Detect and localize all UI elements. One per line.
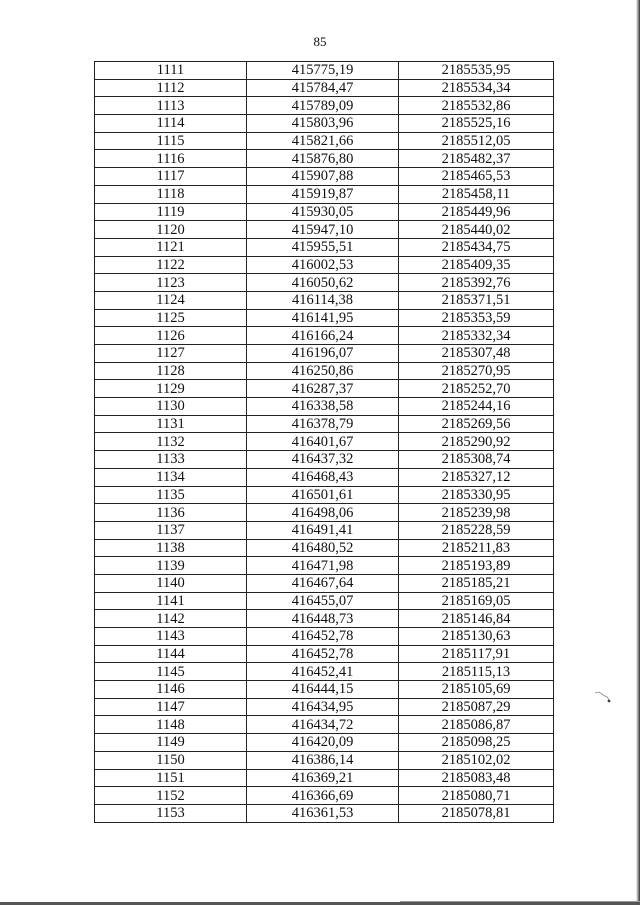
point-number-cell: 1138 <box>95 539 247 557</box>
x-coordinate-cell: 416338,58 <box>247 398 399 416</box>
point-number-cell: 1118 <box>95 185 247 203</box>
x-coordinate-cell: 416401,67 <box>247 433 399 451</box>
y-coordinate-cell: 2185270,95 <box>399 362 554 380</box>
y-coordinate-cell: 2185449,96 <box>399 203 554 221</box>
point-number-cell: 1142 <box>95 610 247 628</box>
point-number-cell: 1117 <box>95 168 247 186</box>
point-number-cell: 1122 <box>95 256 247 274</box>
y-coordinate-cell: 2185239,98 <box>399 504 554 522</box>
y-coordinate-cell: 2185332,34 <box>399 327 554 345</box>
table-row <box>95 97 554 115</box>
point-number-cell: 1130 <box>95 398 247 416</box>
y-coordinate-cell: 2185117,91 <box>399 645 554 663</box>
point-number-cell: 1149 <box>95 734 247 752</box>
y-coordinate-cell: 2185330,95 <box>399 486 554 504</box>
x-coordinate-cell: 416455,07 <box>247 592 399 610</box>
point-number-cell: 1124 <box>95 291 247 309</box>
table-row <box>95 380 554 398</box>
y-coordinate-cell: 2185535,95 <box>399 62 554 80</box>
point-number-cell: 1145 <box>95 663 247 681</box>
point-number-cell: 1148 <box>95 716 247 734</box>
x-coordinate-cell: 415907,88 <box>247 168 399 186</box>
y-coordinate-cell: 2185327,12 <box>399 468 554 486</box>
y-coordinate-cell: 2185211,83 <box>399 539 554 557</box>
table-row <box>95 221 554 239</box>
point-number-cell: 1112 <box>95 79 247 97</box>
table-row <box>95 168 554 186</box>
table-row <box>95 734 554 752</box>
x-coordinate-cell: 416448,73 <box>247 610 399 628</box>
point-number-cell: 1153 <box>95 804 247 822</box>
y-coordinate-cell: 2185087,29 <box>399 698 554 716</box>
x-coordinate-cell: 416361,53 <box>247 804 399 822</box>
table-row <box>95 132 554 150</box>
table-row <box>95 610 554 628</box>
x-coordinate-cell: 415789,09 <box>247 97 399 115</box>
table-row <box>95 345 554 363</box>
x-coordinate-cell: 416369,21 <box>247 769 399 787</box>
table-row <box>95 787 554 805</box>
table-row <box>95 804 554 822</box>
y-coordinate-cell: 2185440,02 <box>399 221 554 239</box>
point-number-cell: 1123 <box>95 274 247 292</box>
x-coordinate-cell: 415919,87 <box>247 185 399 203</box>
x-coordinate-cell: 415775,19 <box>247 62 399 80</box>
table-row <box>95 256 554 274</box>
x-coordinate-cell: 416386,14 <box>247 751 399 769</box>
x-coordinate-cell: 416166,24 <box>247 327 399 345</box>
x-coordinate-cell: 416250,86 <box>247 362 399 380</box>
point-number-cell: 1120 <box>95 221 247 239</box>
x-coordinate-cell: 415803,96 <box>247 115 399 133</box>
x-coordinate-cell: 415821,66 <box>247 132 399 150</box>
table-row <box>95 79 554 97</box>
table-row <box>95 433 554 451</box>
x-coordinate-cell: 416452,41 <box>247 663 399 681</box>
table-row <box>95 592 554 610</box>
y-coordinate-cell: 2185169,05 <box>399 592 554 610</box>
y-coordinate-cell: 2185244,16 <box>399 398 554 416</box>
table-row <box>95 681 554 699</box>
coordinates-table-body <box>95 62 554 823</box>
y-coordinate-cell: 2185434,75 <box>399 238 554 256</box>
point-number-cell: 1114 <box>95 115 247 133</box>
point-number-cell: 1147 <box>95 698 247 716</box>
point-number-cell: 1128 <box>95 362 247 380</box>
table-row <box>95 769 554 787</box>
point-number-cell: 1126 <box>95 327 247 345</box>
table-row <box>95 486 554 504</box>
y-coordinate-cell: 2185080,71 <box>399 787 554 805</box>
table-row <box>95 451 554 469</box>
table-row <box>95 238 554 256</box>
point-number-cell: 1111 <box>95 62 247 80</box>
y-coordinate-cell: 2185083,48 <box>399 769 554 787</box>
x-coordinate-cell: 415947,10 <box>247 221 399 239</box>
y-coordinate-cell: 2185308,74 <box>399 451 554 469</box>
coordinates-table <box>94 61 554 823</box>
y-coordinate-cell: 2185532,86 <box>399 97 554 115</box>
table-row <box>95 539 554 557</box>
x-coordinate-cell: 416114,38 <box>247 291 399 309</box>
point-number-cell: 1127 <box>95 345 247 363</box>
x-coordinate-cell: 416437,32 <box>247 451 399 469</box>
page-number: 85 <box>313 34 327 49</box>
y-coordinate-cell: 2185115,13 <box>399 663 554 681</box>
table-row <box>95 185 554 203</box>
table-row <box>95 716 554 734</box>
y-coordinate-cell: 2185534,34 <box>399 79 554 97</box>
x-coordinate-cell: 416434,72 <box>247 716 399 734</box>
x-coordinate-cell: 416444,15 <box>247 681 399 699</box>
point-number-cell: 1125 <box>95 309 247 327</box>
x-coordinate-cell: 416141,95 <box>247 309 399 327</box>
table-row <box>95 628 554 646</box>
table-row <box>95 362 554 380</box>
point-number-cell: 1115 <box>95 132 247 150</box>
x-coordinate-cell: 416287,37 <box>247 380 399 398</box>
y-coordinate-cell: 2185098,25 <box>399 734 554 752</box>
table-row <box>95 291 554 309</box>
point-number-cell: 1134 <box>95 468 247 486</box>
table-row <box>95 309 554 327</box>
y-coordinate-cell: 2185290,92 <box>399 433 554 451</box>
point-number-cell: 1129 <box>95 380 247 398</box>
point-number-cell: 1150 <box>95 751 247 769</box>
y-coordinate-cell: 2185482,37 <box>399 150 554 168</box>
table-row <box>95 751 554 769</box>
point-number-cell: 1144 <box>95 645 247 663</box>
x-coordinate-cell: 416050,62 <box>247 274 399 292</box>
y-coordinate-cell: 2185525,16 <box>399 115 554 133</box>
y-coordinate-cell: 2185458,11 <box>399 185 554 203</box>
y-coordinate-cell: 2185307,48 <box>399 345 554 363</box>
point-number-cell: 1116 <box>95 150 247 168</box>
table-row <box>95 398 554 416</box>
x-coordinate-cell: 416452,78 <box>247 645 399 663</box>
x-coordinate-cell: 415930,05 <box>247 203 399 221</box>
point-number-cell: 1143 <box>95 628 247 646</box>
y-coordinate-cell: 2185228,59 <box>399 521 554 539</box>
y-coordinate-cell: 2185086,87 <box>399 716 554 734</box>
point-number-cell: 1119 <box>95 203 247 221</box>
x-coordinate-cell: 416468,43 <box>247 468 399 486</box>
x-coordinate-cell: 416420,09 <box>247 734 399 752</box>
y-coordinate-cell: 2185146,84 <box>399 610 554 628</box>
y-coordinate-cell: 2185371,51 <box>399 291 554 309</box>
point-number-cell: 1151 <box>95 769 247 787</box>
table-row <box>95 521 554 539</box>
table-row <box>95 115 554 133</box>
table-row <box>95 274 554 292</box>
x-coordinate-cell: 415955,51 <box>247 238 399 256</box>
y-coordinate-cell: 2185465,53 <box>399 168 554 186</box>
x-coordinate-cell: 416434,95 <box>247 698 399 716</box>
x-coordinate-cell: 416467,64 <box>247 574 399 592</box>
x-coordinate-cell: 416471,98 <box>247 557 399 575</box>
x-coordinate-cell: 416498,06 <box>247 504 399 522</box>
x-coordinate-cell: 415876,80 <box>247 150 399 168</box>
point-number-cell: 1133 <box>95 451 247 469</box>
table-row <box>95 468 554 486</box>
x-coordinate-cell: 416491,41 <box>247 521 399 539</box>
table-row <box>95 150 554 168</box>
y-coordinate-cell: 2185392,76 <box>399 274 554 292</box>
y-coordinate-cell: 2185102,02 <box>399 751 554 769</box>
table-row <box>95 203 554 221</box>
y-coordinate-cell: 2185512,05 <box>399 132 554 150</box>
y-coordinate-cell: 2185078,81 <box>399 804 554 822</box>
point-number-cell: 1141 <box>95 592 247 610</box>
y-coordinate-cell: 2185193,89 <box>399 557 554 575</box>
table-row <box>95 504 554 522</box>
point-number-cell: 1113 <box>95 97 247 115</box>
scan-speck-mark <box>594 690 612 704</box>
table-row <box>95 663 554 681</box>
point-number-cell: 1140 <box>95 574 247 592</box>
x-coordinate-cell: 416378,79 <box>247 415 399 433</box>
y-coordinate-cell: 2185105,69 <box>399 681 554 699</box>
x-coordinate-cell: 416196,07 <box>247 345 399 363</box>
table-row <box>95 327 554 345</box>
table-row <box>95 62 554 80</box>
point-number-cell: 1146 <box>95 681 247 699</box>
scan-edge-right <box>636 0 640 905</box>
point-number-cell: 1132 <box>95 433 247 451</box>
point-number-cell: 1137 <box>95 521 247 539</box>
point-number-cell: 1136 <box>95 504 247 522</box>
point-number-cell: 1131 <box>95 415 247 433</box>
point-number-cell: 1121 <box>95 238 247 256</box>
table-row <box>95 698 554 716</box>
y-coordinate-cell: 2185269,56 <box>399 415 554 433</box>
y-coordinate-cell: 2185130,63 <box>399 628 554 646</box>
y-coordinate-cell: 2185185,21 <box>399 574 554 592</box>
point-number-cell: 1139 <box>95 557 247 575</box>
point-number-cell: 1152 <box>95 787 247 805</box>
x-coordinate-cell: 416480,52 <box>247 539 399 557</box>
y-coordinate-cell: 2185409,35 <box>399 256 554 274</box>
y-coordinate-cell: 2185252,70 <box>399 380 554 398</box>
x-coordinate-cell: 415784,47 <box>247 79 399 97</box>
y-coordinate-cell: 2185353,59 <box>399 309 554 327</box>
table-row <box>95 415 554 433</box>
table-row <box>95 557 554 575</box>
x-coordinate-cell: 416452,78 <box>247 628 399 646</box>
x-coordinate-cell: 416002,53 <box>247 256 399 274</box>
x-coordinate-cell: 416366,69 <box>247 787 399 805</box>
table-row <box>95 574 554 592</box>
x-coordinate-cell: 416501,61 <box>247 486 399 504</box>
table-row <box>95 645 554 663</box>
point-number-cell: 1135 <box>95 486 247 504</box>
